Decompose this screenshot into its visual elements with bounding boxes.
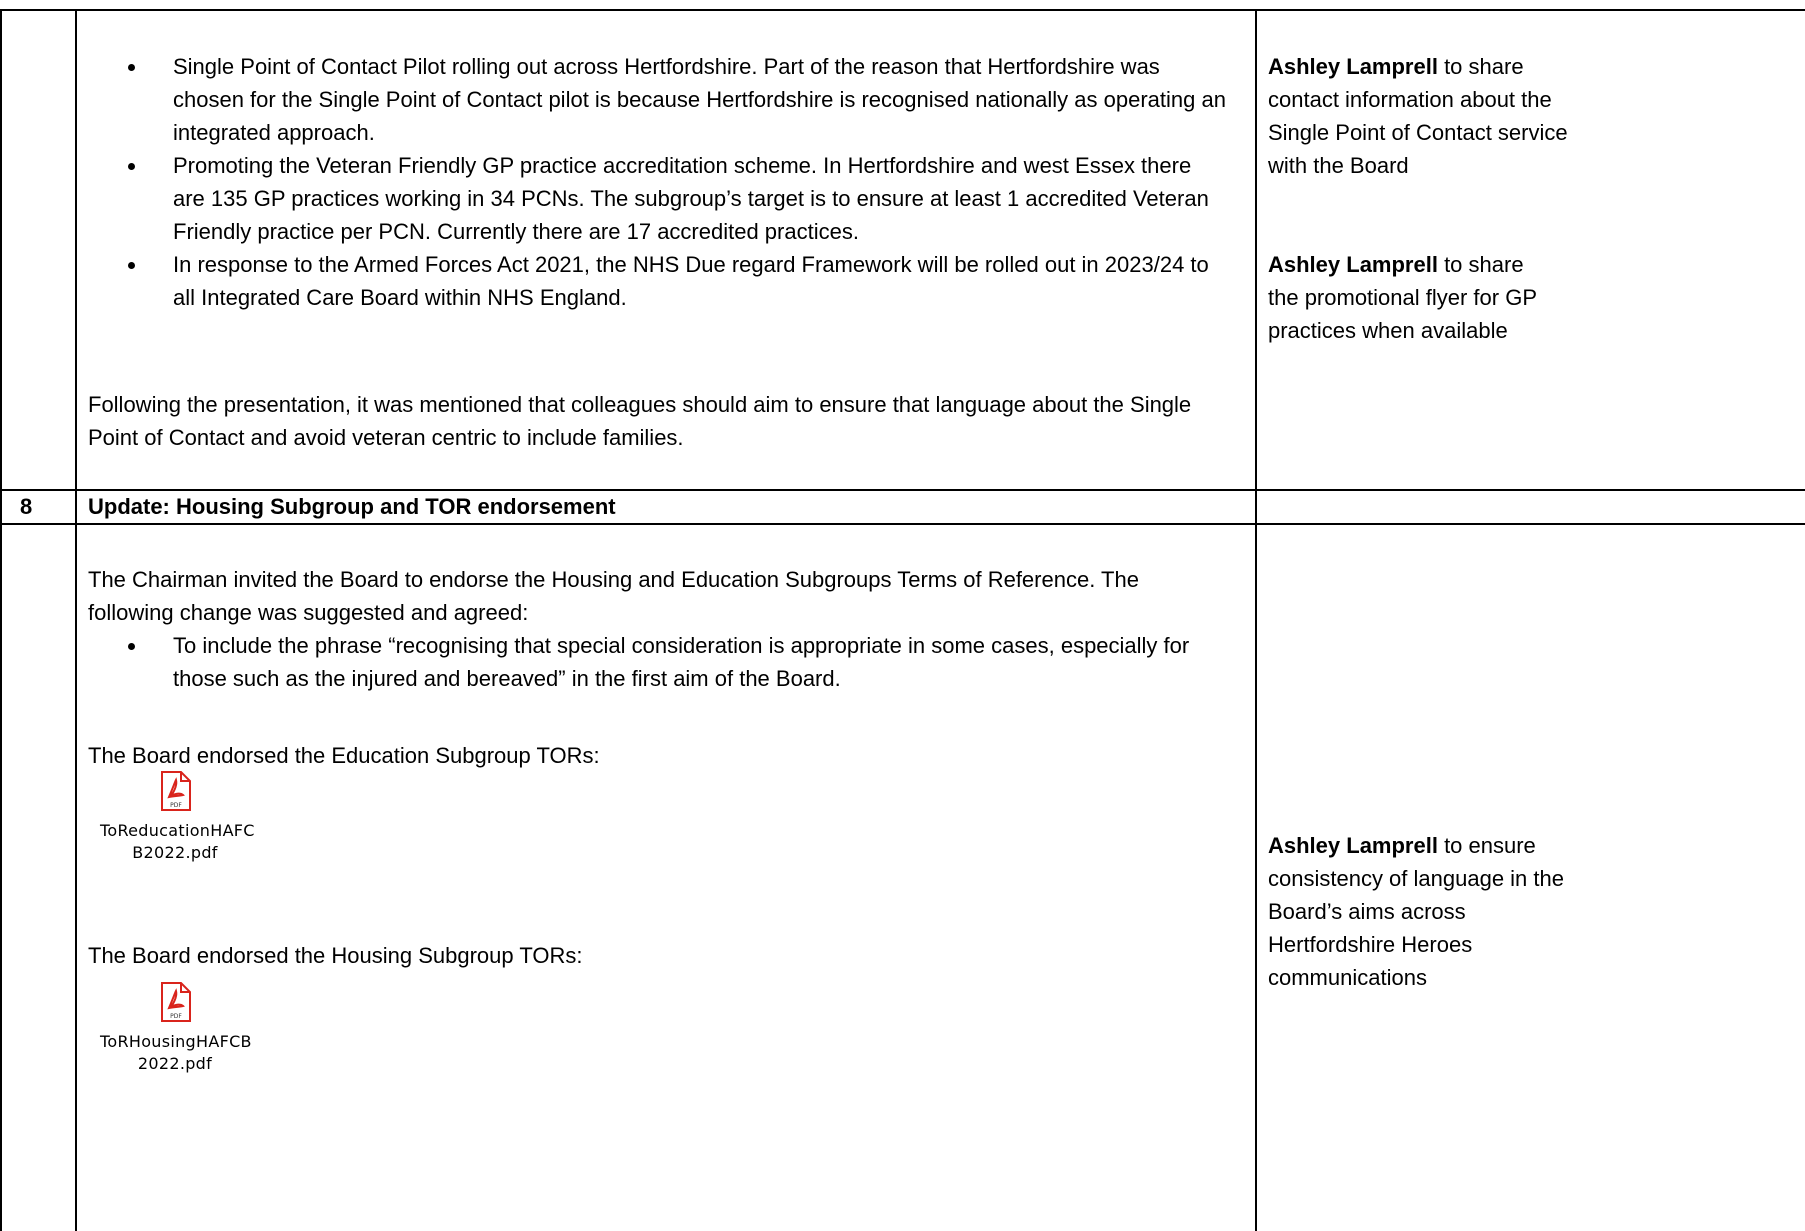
action-text: to ensure consistency of language in the Board’s aims across Hertfordshire Heroes communications (1268, 833, 1564, 990)
action-text: to share contact information about the Single Point of Contact service with the Board (1268, 54, 1568, 178)
table-left-border (0, 9, 2, 1231)
column-divider-number (75, 9, 77, 1231)
list-item: In response to the Armed Forces Act 2021, the NHS Due regard Framework will be rolled out in 2023/24 to all Integrated Care Board within NHS England. (128, 248, 1228, 314)
action-ensure-consistency (1268, 829, 1568, 994)
education-pdf-attachment[interactable] (100, 770, 255, 864)
column-divider-action (1255, 9, 1257, 1231)
row-divider-2 (0, 523, 1805, 525)
action-owner: Ashley Lamprell (1268, 833, 1438, 858)
item-title: Update: Housing Subgroup and TOR endorsement (88, 494, 616, 519)
file-name: 2022.pdf (137, 1054, 213, 1073)
pilot-bullet-list (128, 50, 1228, 314)
svg-text:PDF: PDF (170, 1013, 182, 1020)
list-item: Promoting the Veteran Friendly GP practice accreditation scheme. In Hertfordshire and west Essex there are 135 GP practices working in 34 PCNs. The subgroup’s target is to ensure at least 1 accredited Veteran Friendly practice per PCN. Currently there are 17 accredited practices. (128, 149, 1228, 248)
tor-change-bullet-list (128, 629, 1208, 695)
item-number: 8 (20, 494, 33, 519)
action-share-flyer (1268, 248, 1803, 347)
file-name: ToRHousingHAFCB (100, 1032, 252, 1051)
pdf-icon (158, 981, 192, 1023)
education-endorsed-text: The Board endorsed the Education Subgroup TORs: (88, 743, 600, 768)
svg-text:PDF: PDF (170, 802, 182, 809)
list-item: To include the phrase “recognising that special consideration is appropriate in some cases, especially for those such as the injured and bereaved” in the first aim of the Board. (128, 629, 1208, 695)
action-text: to share the promotional flyer for GP practices when available (1268, 252, 1537, 343)
list-item: Single Point of Contact Pilot rolling out across Hertfordshire. Part of the reason that Hertfordshire was chosen for the Single Point of Contact pilot is because Hertfordshire is recognised nationally as operating an integrated approach. (128, 50, 1228, 149)
housing-endorsed-text: The Board endorsed the Housing Subgroup TORs: (88, 943, 583, 968)
action-share-contact-info (1268, 50, 1803, 182)
table-top-border (0, 9, 1805, 11)
housing-pdf-attachment[interactable] (100, 981, 250, 1075)
file-name: ToReducationHAFC (100, 821, 255, 840)
pdf-icon (158, 770, 192, 812)
file-name: B2022.pdf (132, 843, 218, 862)
intro-paragraph: The Chairman invited the Board to endorse the Housing and Education Subgroups Terms of Reference. The following change was suggested and agreed: (88, 567, 1139, 625)
action-owner: Ashley Lamprell (1268, 252, 1438, 277)
action-owner: Ashley Lamprell (1268, 54, 1438, 79)
closing-paragraph: Following the presentation, it was mentioned that colleagues should aim to ensure that language about the Single Point of Contact and avoid veteran centric to include families. (88, 392, 1192, 450)
